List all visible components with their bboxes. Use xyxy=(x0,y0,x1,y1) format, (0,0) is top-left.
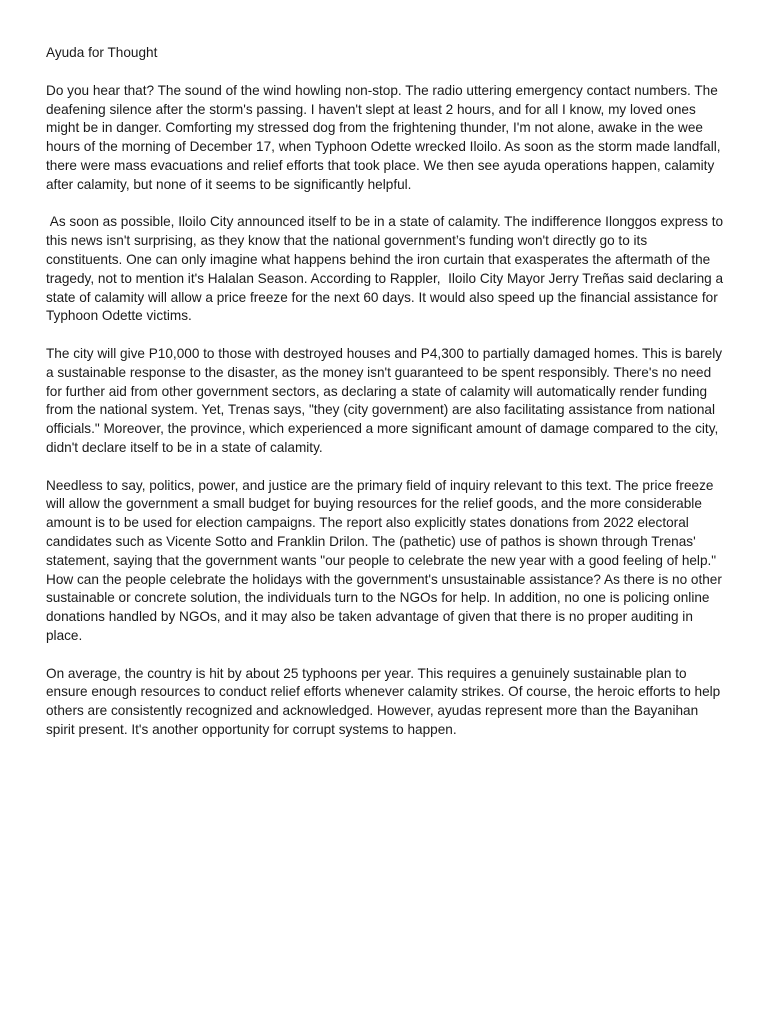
document-title: Ayuda for Thought xyxy=(46,45,158,60)
paragraph-4: Needless to say, politics, power, and justice are the primary field of inquiry relevant to this text. The price freeze will allow the government a small budget for buying resources for the relief goods, and the more considerable amount is to be used for election campaigns. The report also explicitly states donations from 2022 electoral candidates such as Vicente Sotto and Franklin Drilon. The (pathetic) use of pathos is shown through Trenas' statement, saying that the government wants "our people to celebrate the new year with a good feeling of help." How can the people celebrate the holidays with the government's unsustainable assistance? As there is no other sustainable or concrete solution, the individuals turn to the NGOs for help. In addition, no one is policing online donations handled by NGOs, and it may also be taken advantage of given that there is no proper auditing in place. xyxy=(46,477,722,643)
document-page xyxy=(46,44,726,758)
paragraph-2: As soon as possible, Iloilo City announced itself to be in a state of calamity. The indifference Ilonggos express to this news isn't surprising, as they know that the national government’s funding won't directly go to its constituents. One can only imagine what happens behind the iron curtain that exasperates the aftermath of the tragedy, not to mention it's Halalan Season. According to Rappler, Iloilo City Mayor Jerry Treñas said declaring a state of calamity will allow a price freeze for the next 60 days. It would also speed up the financial assistance for Typhoon Odette victims. xyxy=(46,214,727,324)
paragraph-5: On average, the country is hit by about 25 typhoons per year. This requires a genuinely sustainable plan to ensure enough resources to conduct relief efforts whenever calamity strikes. Of course, the heroic efforts to help others are consistently recognized and acknowledged. However, ayudas represent more than the Bayanihan spirit present. It's another opportunity for corrupt systems to happen. xyxy=(46,665,721,737)
paragraph-3: The city will give P10,000 to those with destroyed houses and P4,300 to partially damaged homes. This is barely a sustainable response to the disaster, as the money isn't guaranteed to be spent responsibly. There's no need for further aid from other government sectors, as declaring a state of calamity will automatically render funding from the national system. Yet, Trenas says, "they (city government) are also facilitating assistance from national officials." Moreover, the province, which experienced a more significant amount of damage compared to the city, didn't declare itself to be in a state of calamity. xyxy=(46,345,723,455)
paragraph-1: Do you hear that? The sound of the wind howling non-stop. The radio uttering emergency contact numbers. The deafening silence after the storm's passing. I haven't slept at least 2 hours, and for all I know, my loved ones might be in danger. Comforting my stressed dog from the frightening thunder, I'm not alone, awake in the wee hours of the morning of December 17, when Typhoon Odette wrecked Iloilo. As soon as the storm made landfall, there were mass evacuations and relief efforts that took place. We then see ayuda operations happen, calamity after calamity, but none of it seems to be significantly helpful. xyxy=(46,82,721,192)
